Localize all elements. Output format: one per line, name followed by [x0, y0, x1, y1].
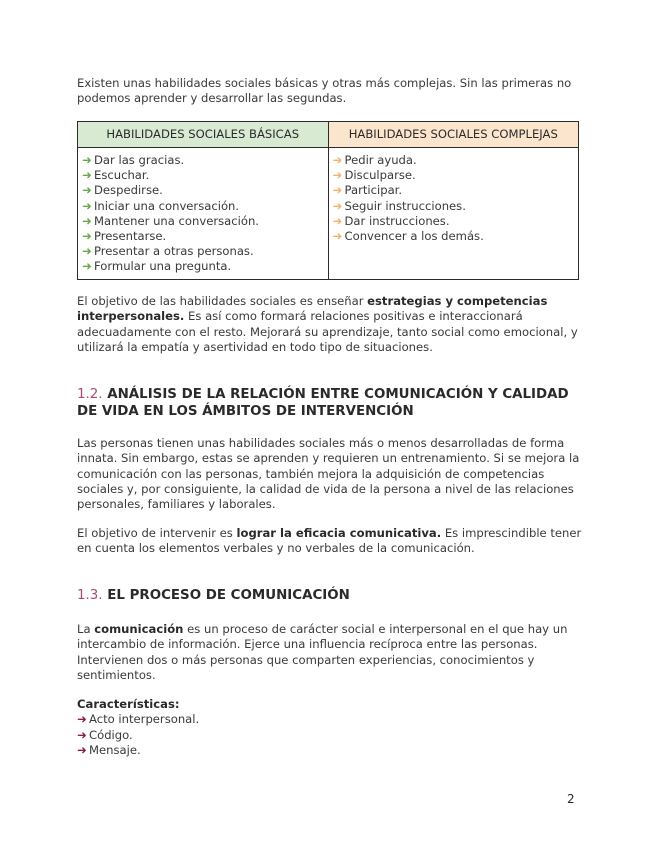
section-1-2-paragraph-2: El objetivo de intervenir es lograr la eficacia comunicativa. Es imprescindible tener en cuenta los elementos verbales y no verbales de la comunicación. — [77, 526, 582, 556]
section-1-3-paragraph: La comunicación es un proceso de carácter social e interpersonal en el que hay un intercambio de información. Ejerce una influencia recíproca entre las personas. Intervienen dos o más personas que comparten experiencias, conocimientos y sentimientos. — [77, 622, 568, 682]
arrow-icon: ➜ — [332, 153, 343, 167]
list-item: ➜ Acto interpersonal. — [77, 712, 200, 727]
complex-skills-cell — [328, 148, 579, 280]
complex-skills-list — [333, 153, 575, 244]
list-item: ➜ Dar instrucciones. — [332, 213, 450, 228]
arrow-icon: ➜ — [82, 168, 92, 183]
intro-paragraph: Existen unas habilidades sociales básicas y otras más complejas. Sin las primeras no podemos aprender y desarrollar las segundas. — [77, 76, 572, 106]
arrow-icon: ➜ — [82, 183, 92, 198]
arrow-icon: ➜ — [332, 198, 343, 213]
list-item: ➜ Mensaje. — [77, 742, 141, 757]
objective-paragraph: El objetivo de las habilidades sociales es enseñar estrategias y competencias interpersonales. Es así como formará relaciones positivas e interaccionará adecuadamente con el resto. Mejorará su aprendizaje, tanto social como emocional, y utilizará la empatía y asertividad en todo tipo de situaciones. — [77, 294, 578, 354]
arrow-icon: ➜ — [82, 259, 92, 274]
section-1-2-paragraph-1: Las personas tienen unas habilidades sociales más o menos desarrolladas de forma innata. Sin embargo, estas se aprenden y requieren un entrenamiento. Si se mejora la comunicación con las personas, también mejora la adquisición de competencias sociales y, por consiguiente, la calidad de vida de la persona a nivel de las relaciones personales, familiares y laborales. — [77, 436, 580, 512]
list-item: ➜ Formular una pregunta. — [82, 259, 232, 274]
section-1-3-heading: 1.3. EL PROCESO DE COMUNICACIÓN — [77, 588, 350, 603]
arrow-icon: ➜ — [77, 727, 87, 742]
list-item: ➜ Mantener una conversación. — [82, 213, 259, 228]
page-number: 2 — [567, 792, 575, 806]
basic-skills-list — [82, 153, 324, 275]
characteristics-label: Características: — [77, 697, 180, 711]
basic-skills-cell — [78, 148, 329, 280]
list-item: ➜ Seguir instrucciones. — [332, 198, 466, 213]
arrow-icon: ➜ — [82, 229, 92, 244]
section-1-2-heading: 1.2. ANÁLISIS DE LA RELACIÓN ENTRE COMUNICACIÓN Y CALIDAD DE VIDA EN LOS ÁMBITOS DE INTERVENCIÓN — [77, 387, 569, 419]
arrow-icon: ➜ — [77, 712, 87, 727]
list-item: ➜ Participar. — [332, 183, 403, 198]
arrow-icon: ➜ — [82, 153, 92, 167]
skills-table — [77, 121, 579, 280]
complex-skills-header: HABILIDADES SOCIALES COMPLEJAS — [328, 122, 579, 148]
arrow-icon: ➜ — [82, 244, 92, 259]
list-item: ➜ Presentar a otras personas. — [82, 244, 254, 259]
list-item: ➜ Presentarse. — [82, 229, 167, 244]
list-item: ➜ Convencer a los demás. — [332, 229, 484, 244]
arrow-icon: ➜ — [332, 183, 343, 198]
characteristics-list — [77, 712, 582, 758]
list-item: ➜ Dar las gracias. — [82, 153, 185, 167]
list-item: ➜ Escuchar. — [82, 168, 150, 183]
basic-skills-header: HABILIDADES SOCIALES BÁSICAS — [78, 122, 329, 148]
list-item: ➜ Iniciar una conversación. — [82, 198, 240, 213]
list-item: ➜ Despedirse. — [82, 183, 163, 198]
arrow-icon: ➜ — [332, 213, 343, 228]
list-item: ➜ Disculparse. — [332, 168, 416, 183]
arrow-icon: ➜ — [82, 198, 92, 213]
arrow-icon: ➜ — [82, 213, 92, 228]
list-item: ➜ Pedir ayuda. — [332, 153, 417, 167]
arrow-icon: ➜ — [332, 229, 343, 244]
characteristics-block — [77, 697, 582, 758]
arrow-icon: ➜ — [77, 742, 87, 757]
list-item: ➜ Código. — [77, 727, 133, 742]
arrow-icon: ➜ — [332, 168, 343, 183]
